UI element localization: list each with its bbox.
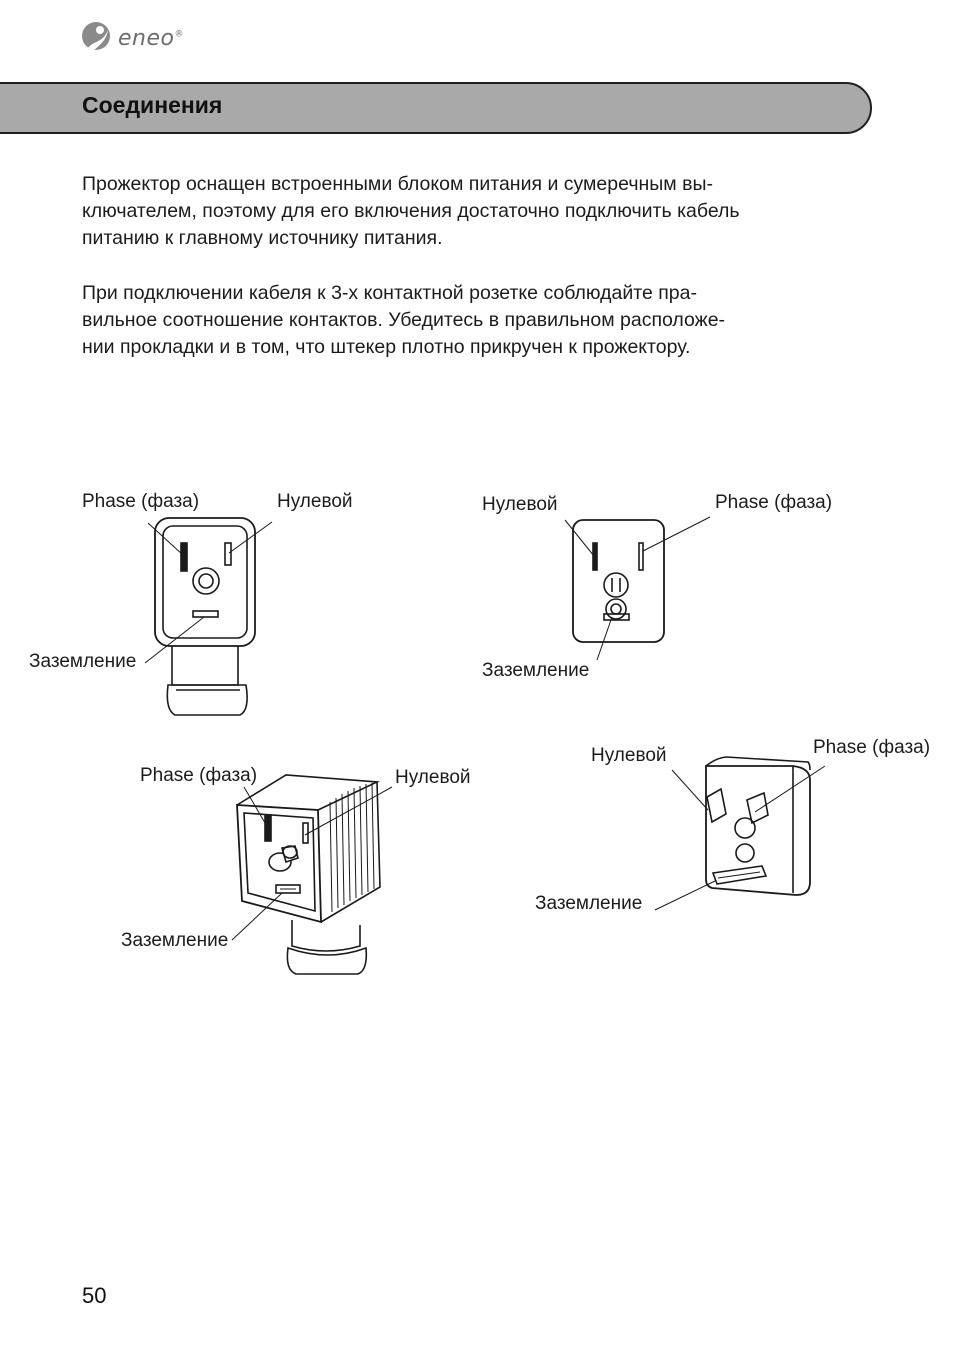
plug-3d-ground-label: Заземление (121, 930, 229, 951)
socket-front-ground-label: Заземление (482, 660, 590, 681)
plug-3d-diagram (232, 775, 392, 974)
socket-3d-neutral-label: Нулевой (591, 745, 667, 766)
paragraph-line: вильное соотношение контактов. Убедитесь в правильном расположе- (82, 309, 726, 331)
socket-3d-ground-label: Заземление (535, 893, 643, 914)
page-number: 50 (82, 1283, 107, 1308)
paragraph-line: нии прокладки и в том, что штекер плотно прикручен к прожектору. (82, 336, 691, 358)
plug-3d-phase-label: Phase (фаза) (140, 765, 258, 786)
plug-front-diagram (145, 518, 272, 715)
paragraph-line: питанию к главному источнику питания. (82, 227, 443, 249)
socket-front-diagram (565, 517, 710, 660)
socket-front-neutral-label: Нулевой (482, 494, 558, 515)
plug-front-phase-label: Phase (фаза) (82, 491, 200, 512)
paragraph-line: Прожектор оснащен встроенными блоком питания и сумеречным вы- (82, 173, 713, 195)
section-title: Соединения (82, 92, 223, 118)
plug-front-neutral-label: Нулевой (277, 491, 353, 512)
paragraph-line: При подключении кабеля к 3-х контактной розетке соблюдайте пра- (82, 282, 697, 304)
plug-3d-neutral-label: Нулевой (395, 767, 471, 788)
socket-3d-phase-label: Phase (фаза) (813, 737, 931, 758)
socket-front-phase-label: Phase (фаза) (715, 492, 833, 513)
socket-3d-diagram (655, 757, 825, 910)
paragraph-line: ключателем, поэтому для его включения достаточно подключить кабель (82, 200, 740, 222)
plug-front-ground-label: Заземление (29, 651, 137, 672)
logo-text: eneo® (118, 25, 184, 51)
